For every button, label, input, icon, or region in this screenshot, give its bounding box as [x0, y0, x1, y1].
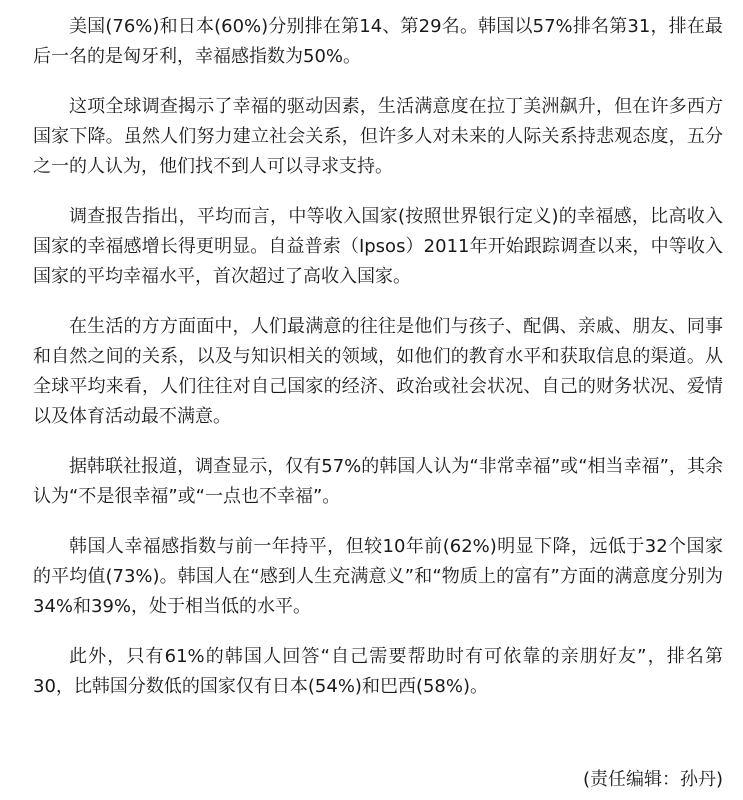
paragraph: 在生活的方方面面中，人们最满意的往往是他们与孩子、配偶、亲戚、朋友、同事和自然之间的关系，以及与知识相关的领域，如他们的教育水平和获取信息的渠道。从全球平均来看，人们往往对自己国家的经济、政治或社会状况、自己的财务状况、爱情以及体育活动最不满意。	[33, 316, 723, 427]
paragraph: 这项全球调查揭示了幸福的驱动因素，生活满意度在拉丁美洲飙升，但在许多西方国家下降。虽然人们努力建立社会关系，但许多人对未来的人际关系持悲观态度，五分之一的人认为，他们找不到人可以寻求支持。	[33, 96, 723, 177]
paragraph: 此外，只有61%的韩国人回答“自己需要帮助时有可依靠的亲朋好友”，排名第30，比韩国分数低的国家仅有日本(54%)和巴西(58%)。	[33, 646, 723, 697]
paragraph: 美国(76%)和日本(60%)分别排在第14、第29名。韩国以57%排名第31，排在最后一名的是匈牙利，幸福感指数为50%。	[33, 16, 723, 67]
paragraph: 韩国人幸福感指数与前一年持平，但较10年前(62%)明显下降，远低于32个国家的平均值(73%)。韩国人在“感到人生充满意义”和“物质上的富有”方面的满意度分别为34%和39%，处于相当低的水平。	[33, 536, 723, 617]
editor-credit: (责任编辑：孙丹)	[582, 769, 723, 790]
paragraph: 据韩联社报道，调查显示，仅有57%的韩国人认为“非常幸福”或“相当幸福”，其余认为“不是很幸福”或“一点也不幸福”。	[33, 456, 723, 507]
paragraph: 调查报告指出，平均而言，中等收入国家(按照世界银行定义)的幸福感，比高收入国家的幸福感增长得更明显。自益普索（Ipsos）2011年开始跟踪调查以来，中等收入国家的平均幸福水平，首次超过了高收入国家。	[33, 206, 723, 287]
article-body	[33, 12, 723, 722]
